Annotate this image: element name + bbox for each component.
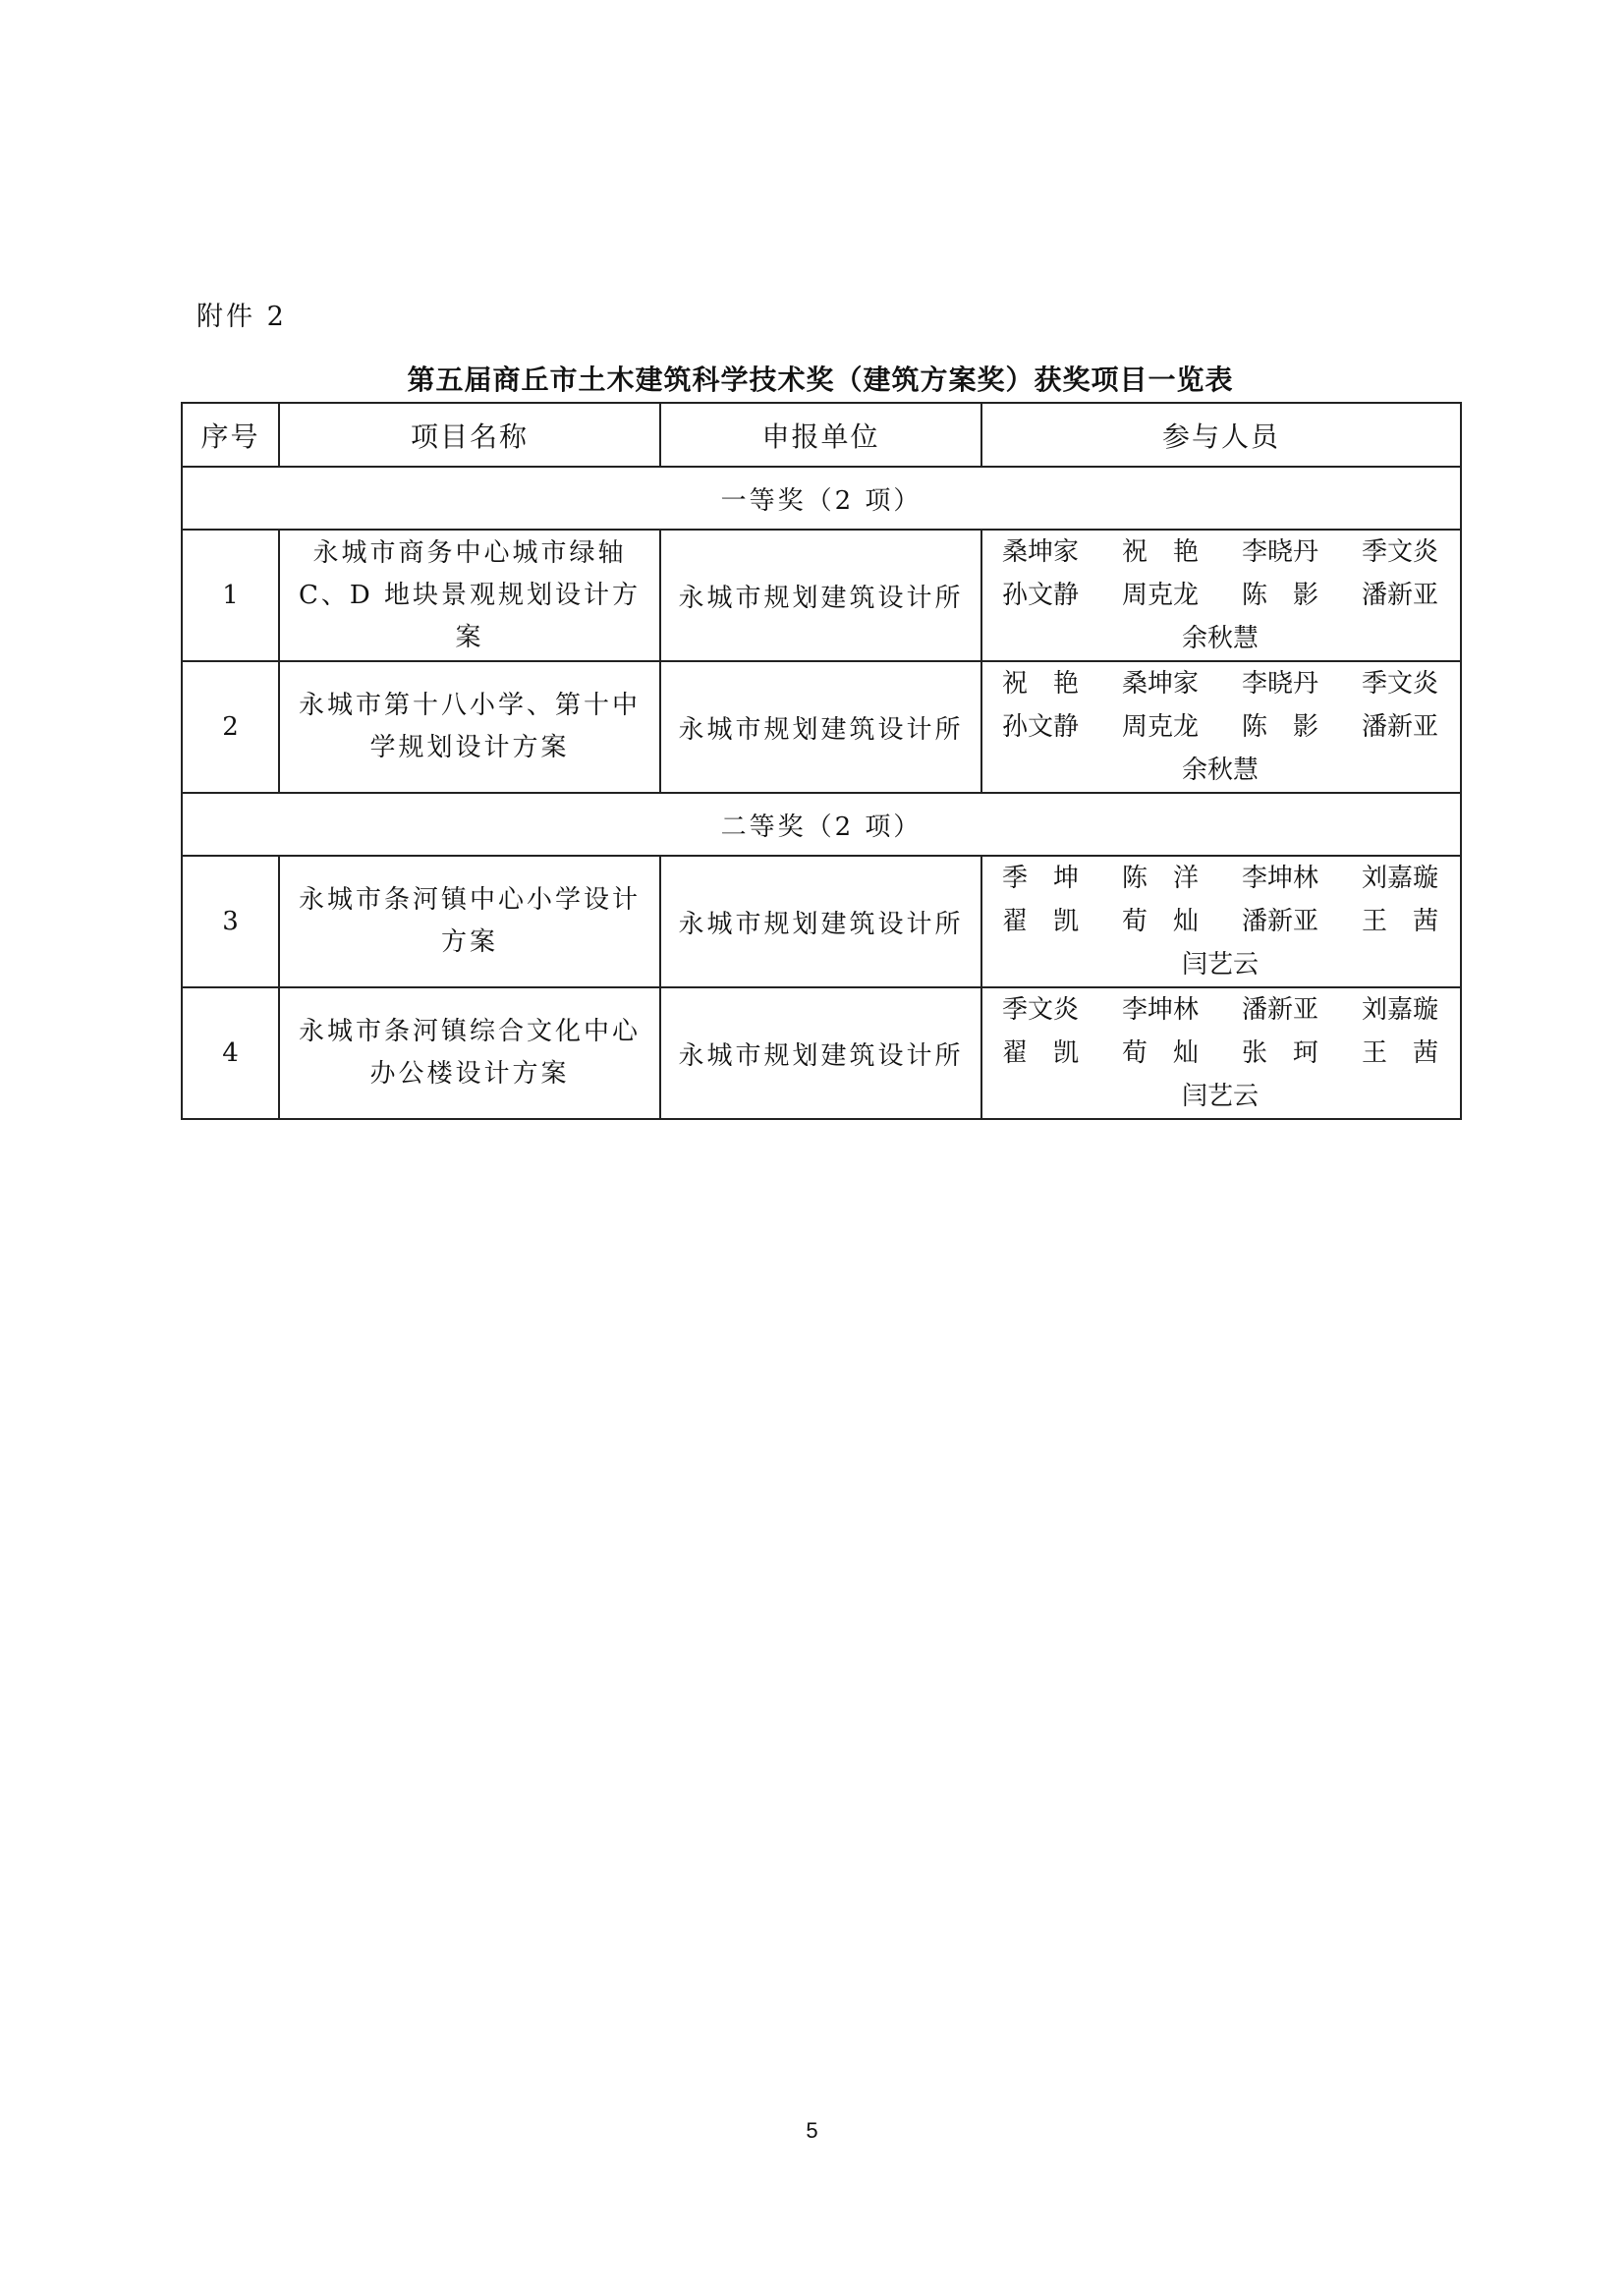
table-row	[182, 856, 1461, 987]
participant-name: 闫艺云	[1181, 950, 1259, 980]
project-name-line: 方案	[440, 927, 498, 957]
document-title: 第五届商丘市土木建筑科学技术奖（建筑方案奖）获奖项目一览表	[407, 364, 1234, 396]
applicant-unit: 永城市规划建筑设计所	[660, 987, 981, 1119]
grade-label: 一等奖（2 项）	[182, 467, 1461, 530]
participant-name: 翟 凯	[1002, 907, 1080, 936]
participants-line	[1002, 1032, 1438, 1075]
row-index: 4	[182, 987, 279, 1119]
applicant-unit: 永城市规划建筑设计所	[660, 530, 981, 661]
participant-name: 孙文静	[1002, 712, 1080, 742]
participant-name: 李晓丹	[1241, 669, 1318, 699]
participants-line	[1002, 574, 1438, 617]
grade-row	[182, 467, 1461, 530]
row-index: 3	[182, 856, 279, 987]
participant-name: 李晓丹	[1241, 537, 1318, 567]
participant-name: 闫艺云	[1181, 1082, 1259, 1111]
participant-name: 陈 洋	[1121, 864, 1199, 893]
participant-name: 桑坤家	[1002, 537, 1080, 567]
participant-name: 祝 艳	[1121, 537, 1199, 567]
column-header-index: 序号	[182, 403, 279, 467]
participant-name: 季文炎	[1361, 537, 1438, 567]
grade-label: 二等奖（2 项）	[182, 793, 1461, 856]
participant-name: 季文炎	[1002, 995, 1080, 1025]
row-index: 2	[182, 661, 279, 793]
project-name	[279, 530, 660, 661]
project-name	[279, 661, 660, 793]
participant-name: 王 茜	[1361, 907, 1438, 936]
column-header-unit: 申报单位	[660, 403, 981, 467]
participant-name: 王 茜	[1361, 1038, 1438, 1068]
participant-name: 张 珂	[1241, 1038, 1318, 1068]
participants-line	[1002, 857, 1438, 900]
participant-name: 余秋慧	[1181, 624, 1259, 653]
participants-line	[1002, 900, 1438, 943]
participants	[981, 987, 1461, 1119]
participant-name: 陈 影	[1241, 581, 1318, 610]
participants-line	[1002, 705, 1438, 749]
participant-name: 周克龙	[1121, 581, 1199, 610]
participant-name: 荀 灿	[1121, 1038, 1199, 1068]
project-name-line: 永城市商务中心城市绿轴	[312, 537, 627, 568]
project-name	[279, 987, 660, 1119]
applicant-unit: 永城市规划建筑设计所	[660, 856, 981, 987]
participant-name: 李坤林	[1241, 864, 1318, 893]
participant-name: 陈 影	[1241, 712, 1318, 742]
participant-name: 孙文静	[1002, 581, 1080, 610]
participant-name: 刘嘉璇	[1361, 995, 1438, 1025]
participants-line	[1002, 749, 1438, 792]
participants-line	[1002, 531, 1438, 574]
participant-name: 翟 凯	[1002, 1038, 1080, 1068]
column-header-participants: 参与人员	[981, 403, 1461, 467]
table-header-row	[182, 403, 1461, 467]
participants-line	[1002, 662, 1438, 705]
grade-row	[182, 793, 1461, 856]
participants-line	[1002, 943, 1438, 986]
table-row	[182, 530, 1461, 661]
participant-name: 潘新亚	[1241, 995, 1318, 1025]
project-name	[279, 856, 660, 987]
table-body	[182, 467, 1461, 1119]
participant-name: 周克龙	[1121, 712, 1199, 742]
participants-line	[1002, 988, 1438, 1032]
row-index: 1	[182, 530, 279, 661]
participant-name: 荀 灿	[1121, 907, 1199, 936]
participant-name: 潘新亚	[1241, 907, 1318, 936]
participant-name: 季 坤	[1002, 864, 1080, 893]
participant-name: 桑坤家	[1121, 669, 1199, 699]
participants-line	[1002, 1075, 1438, 1118]
participants	[981, 530, 1461, 661]
participants-line	[1002, 617, 1438, 660]
table-row	[182, 661, 1461, 793]
attachment-label: 附件 2	[196, 302, 287, 332]
participant-name: 潘新亚	[1361, 712, 1438, 742]
participant-name: 潘新亚	[1361, 581, 1438, 610]
participant-name: 李坤林	[1121, 995, 1199, 1025]
project-name-line: C、D 地块景观规划设计方案	[298, 580, 641, 652]
participants	[981, 856, 1461, 987]
awards-table	[181, 402, 1462, 1120]
participant-name: 季文炎	[1361, 669, 1438, 699]
participants	[981, 661, 1461, 793]
applicant-unit: 永城市规划建筑设计所	[660, 661, 981, 793]
participant-name: 刘嘉璇	[1361, 864, 1438, 893]
column-header-project-name: 项目名称	[279, 403, 660, 467]
page-number: 5	[806, 2118, 818, 2143]
table-row	[182, 987, 1461, 1119]
project-name-line: 学规划设计方案	[369, 733, 570, 762]
participant-name: 祝 艳	[1002, 669, 1080, 699]
participant-name: 余秋慧	[1181, 756, 1259, 785]
project-name-line: 永城市条河镇中心小学设计	[298, 885, 641, 915]
project-name-line: 永城市第十八小学、第十中	[298, 691, 641, 720]
project-name-line: 办公楼设计方案	[369, 1059, 570, 1089]
project-name-line: 永城市条河镇综合文化中心	[298, 1017, 641, 1046]
